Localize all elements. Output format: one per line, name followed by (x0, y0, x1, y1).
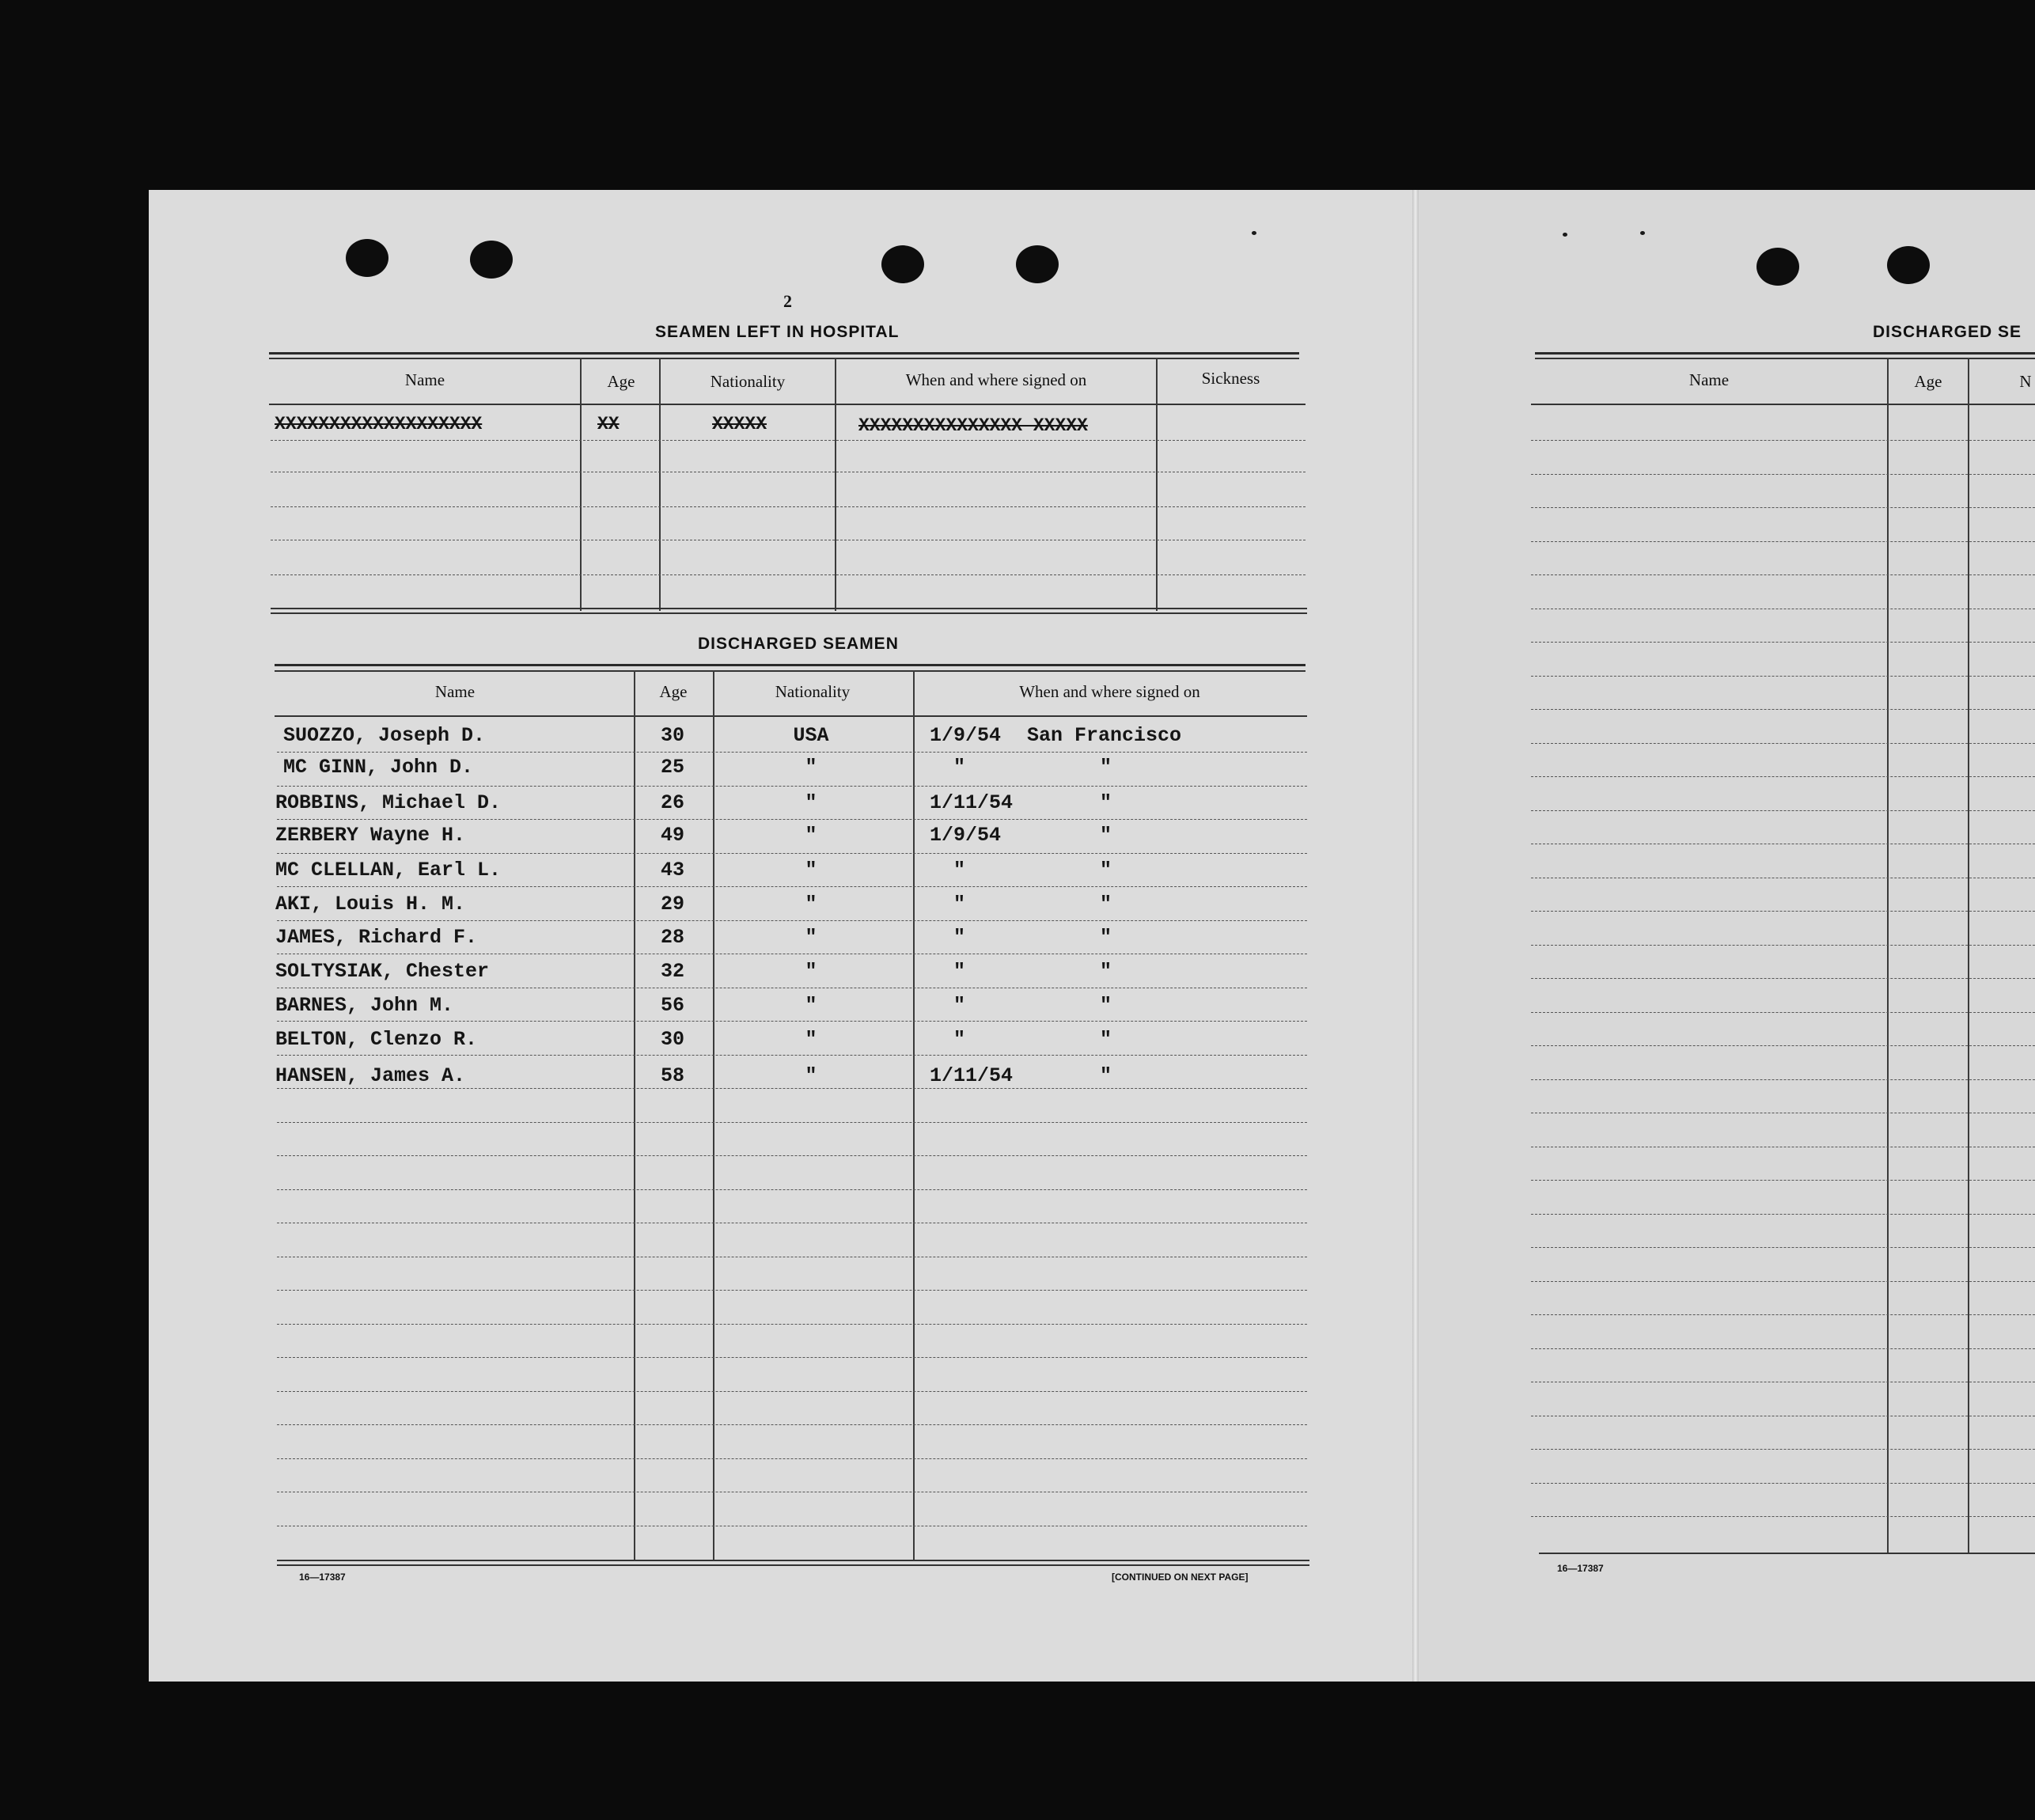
table-rule (269, 352, 1299, 355)
column-divider (659, 358, 661, 611)
row-line (271, 506, 1306, 507)
row-line (277, 1155, 1307, 1156)
struck-name: XXXXXXXXXXXXXXXXXXX (275, 414, 483, 434)
col-name: Name (434, 682, 476, 701)
table-rule (271, 612, 1307, 614)
col-signed-on: When and where signed on (1019, 682, 1200, 701)
table-rule (277, 1560, 1309, 1561)
row-line (1531, 541, 2035, 542)
row-line (277, 1088, 1307, 1089)
speck (1640, 231, 1645, 235)
column-divider (913, 670, 915, 1561)
form-number: 16—17387 (299, 1572, 346, 1583)
table-rule (275, 670, 1306, 672)
cell-place: " (1100, 824, 1112, 847)
cell-place: " (1100, 893, 1112, 916)
col-name: Name (404, 370, 445, 389)
cell-place: " (1100, 960, 1112, 983)
cell-date: " (953, 926, 966, 949)
col-signed-on: When and where signed on (905, 370, 1087, 389)
row-line (277, 1122, 1307, 1123)
row-line (1531, 440, 2035, 441)
column-divider (1156, 358, 1158, 611)
right-col-age: Age (1914, 372, 1942, 391)
discharged-heading: DISCHARGED SEAMEN (698, 635, 899, 653)
table-rule (1535, 358, 2035, 359)
row-line (277, 819, 1307, 820)
row-line (277, 1324, 1307, 1325)
cell-date: 1/9/54 (930, 824, 1002, 847)
table-rule (271, 608, 1307, 609)
cell-place: " (1100, 1028, 1112, 1051)
cell-nationality: " (805, 824, 817, 847)
row-line (271, 574, 1306, 575)
row-line (1531, 1516, 2035, 1517)
cell-age: 25 (660, 756, 684, 779)
column-divider (835, 358, 836, 611)
table-rule (1531, 404, 2035, 405)
row-line (1531, 1314, 2035, 1315)
cell-age: 26 (660, 791, 684, 814)
col-nationality: Nationality (710, 372, 786, 391)
page-fold (1412, 190, 1419, 1682)
row-line (277, 1290, 1307, 1291)
table-rule (269, 358, 1299, 359)
punch-hole (346, 239, 388, 277)
row-line (277, 886, 1307, 887)
cell-age: 28 (660, 926, 684, 949)
row-line (1531, 810, 2035, 811)
row-line (1531, 1348, 2035, 1349)
row-line (277, 1458, 1307, 1459)
cell-date: 1/9/54 (930, 724, 1002, 747)
row-line (1531, 776, 2035, 777)
cell-age: 56 (660, 994, 684, 1017)
struck-signed-on: XXXXXXXXXXXXXXX XXXXX (858, 415, 1088, 436)
row-line (1531, 978, 2035, 979)
cell-date: " (953, 893, 966, 916)
row-line (277, 752, 1307, 753)
row-line (277, 1424, 1307, 1425)
punch-hole (1887, 246, 1930, 284)
cell-age: 43 (660, 859, 684, 882)
hospital-heading: SEAMEN LEFT IN HOSPITAL (655, 323, 900, 341)
cell-place: " (1100, 791, 1112, 814)
cell-age: 58 (660, 1064, 684, 1087)
row-line (277, 853, 1307, 854)
cell-nationality: " (805, 1028, 817, 1051)
struck-age: XX (597, 414, 620, 434)
cell-name: MC GINN, John D. (283, 756, 474, 779)
row-line (1531, 676, 2035, 677)
cell-date: " (953, 1028, 966, 1051)
cell-age: 30 (660, 724, 684, 747)
cell-name: SUOZZO, Joseph D. (283, 724, 486, 747)
row-line (1531, 1281, 2035, 1282)
cell-nationality: " (805, 859, 817, 882)
cell-nationality: " (805, 960, 817, 983)
cell-nationality: " (805, 1064, 817, 1087)
col-age: Age (607, 372, 635, 391)
cell-date: " (953, 756, 966, 779)
column-divider (580, 358, 582, 611)
right-form-number: 16—17387 (1557, 1563, 1604, 1574)
row-line (1531, 1012, 2035, 1013)
row-line (1531, 1079, 2035, 1080)
row-line (277, 1391, 1307, 1392)
right-col-name: Name (1688, 370, 1730, 389)
cell-nationality: " (805, 791, 817, 814)
punch-hole (881, 245, 924, 283)
table-rule (275, 715, 1307, 717)
right-page (1416, 190, 2035, 1682)
row-line (1531, 474, 2035, 475)
cell-date: 1/11/54 (930, 1064, 1014, 1087)
table-rule (277, 1564, 1309, 1566)
cell-name: MC CLELLAN, Earl L. (275, 859, 502, 882)
cell-name: BELTON, Clenzo R. (275, 1028, 478, 1051)
row-line (1531, 1247, 2035, 1248)
row-line (1531, 911, 2035, 912)
row-line (1531, 642, 2035, 643)
cell-place: " (1100, 1064, 1112, 1087)
row-line (277, 1021, 1307, 1022)
table-rule (275, 664, 1306, 666)
row-line (1531, 709, 2035, 710)
right-col-nationality: N (2019, 372, 2032, 391)
table-rule (1539, 1553, 2035, 1554)
cell-nationality: " (805, 893, 817, 916)
speck (1563, 233, 1567, 237)
continued-note: [CONTINUED ON NEXT PAGE] (1112, 1572, 1249, 1583)
row-line (277, 920, 1307, 921)
row-line (1531, 1214, 2035, 1215)
column-divider (634, 670, 635, 1561)
cell-date: 1/11/54 (930, 791, 1014, 814)
cell-nationality: " (805, 926, 817, 949)
speck (1252, 231, 1256, 235)
page-number: 2 (783, 291, 792, 311)
cell-age: 49 (660, 824, 684, 847)
punch-hole (470, 241, 513, 279)
row-line (1531, 507, 2035, 508)
table-rule (1535, 352, 2035, 355)
col-sickness: Sickness (1201, 369, 1260, 388)
col-nationality: Nationality (775, 682, 851, 701)
cell-place: San Francisco (1027, 724, 1182, 747)
cell-age: 29 (660, 893, 684, 916)
cell-date: " (953, 960, 966, 983)
col-age: Age (659, 682, 688, 701)
cell-name: JAMES, Richard F. (275, 926, 478, 949)
row-line (1531, 1045, 2035, 1046)
cell-date: " (953, 859, 966, 882)
table-rule (269, 404, 1306, 405)
cell-name: BARNES, John M. (275, 994, 454, 1017)
punch-hole (1016, 245, 1059, 283)
cell-nationality: USA (793, 724, 829, 747)
row-line (1531, 1483, 2035, 1484)
punch-hole (1756, 248, 1799, 286)
cell-place: " (1100, 994, 1112, 1017)
cell-nationality: " (805, 994, 817, 1017)
cell-name: ZERBERY Wayne H. (275, 824, 466, 847)
row-line (1531, 743, 2035, 744)
column-divider (713, 670, 714, 1561)
cell-place: " (1100, 756, 1112, 779)
row-line (277, 1055, 1307, 1056)
cell-name: AKI, Louis H. M. (275, 893, 466, 916)
cell-name: HANSEN, James A. (275, 1064, 466, 1087)
cell-place: " (1100, 926, 1112, 949)
row-line (1531, 574, 2035, 575)
row-line (1531, 945, 2035, 946)
cell-name: SOLTYSIAK, Chester (275, 960, 490, 983)
struck-nationality: XXXXX (712, 414, 767, 434)
right-discharged-heading: DISCHARGED SE (1873, 323, 2022, 341)
cell-place: " (1100, 859, 1112, 882)
column-divider (1968, 358, 1969, 1554)
row-line (271, 440, 1306, 441)
column-divider (1887, 358, 1889, 1554)
cell-nationality: " (805, 756, 817, 779)
row-line (277, 1189, 1307, 1190)
row-line (277, 786, 1307, 787)
cell-age: 32 (660, 960, 684, 983)
row-line (1531, 1449, 2035, 1450)
cell-name: ROBBINS, Michael D. (275, 791, 502, 814)
row-line (1531, 1180, 2035, 1181)
cell-age: 30 (660, 1028, 684, 1051)
row-line (277, 1357, 1307, 1358)
cell-date: " (953, 994, 966, 1017)
